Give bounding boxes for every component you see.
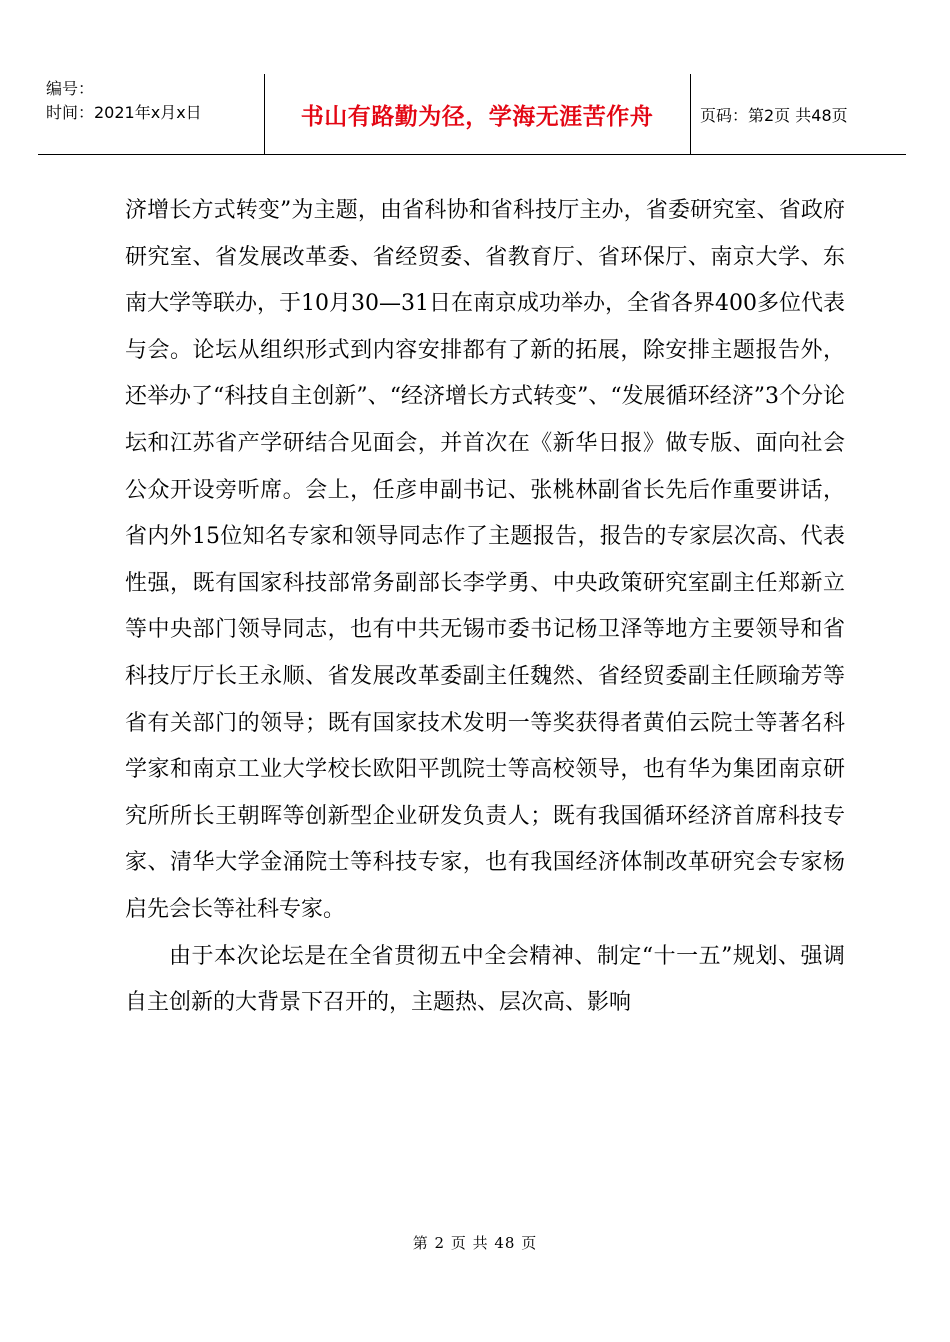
body-paragraph-2: 由于本次论坛是在全省贯彻五中全会精神、制定“十一五”规划、强调自主创新的大背景下召开的，主题热、层次高、影响 [125, 943, 845, 1016]
header-meta [38, 74, 265, 154]
body-paragraph-1: 济增长方式转变”为主题，由省科协和省科技厅主办，省委研究室、省政府研究室、省发展改革委、省经贸委、省教育厅、省环保厅、南京大学、东南大学等联办，于10月30—31日在南京成功举办，全省各界400多位代表与会。论坛从组织形式到内容安排都有了新的拓展，除安排主题报告外，还举办了“科技自主创新”、“经济增长方式转变”、“发展循环经济”3个分论坛和江苏省产学研结合见面会，并首次在《新华日报》做专版、面向社会公众开设旁听席。会上，任彦申副书记、张桃林副省长先后作重要讲话，省内外15位知名专家和领导同志作了主题报告，报告的专家层次高、代表性强，既有国家科技部常务副部长李学勇、中央政策研究室副主任郑新立等中央部门领导同志，也有中共无锡市委书记杨卫泽等地方主要领导和省科技厅厅长王永顺、省发展改革委副主任魏然、省经贸委副主任顾瑜芳等省有关部门的领导；既有国家技术发明一等奖获得者黄伯云院士等著名科学家和南京工业大学校长欧阳平凯院士等高校领导，也有华为集团南京研究所所长王朝晖等创新型企业研发负责人；既有我国循环经济首席科技专家、清华大学金涌院士等科技专家，也有我国经济体制改革研究会专家杨启先会长等社科专家。 [125, 198, 845, 922]
header-page-number: 页码：第2页 共48页 [700, 105, 848, 125]
page-header [38, 74, 906, 155]
document-time-label: 时间：2021年x月x日 [46, 103, 202, 122]
document-number-label: 编号： [46, 79, 95, 98]
page-footer: 第 2 页 共 48 页 [412, 1234, 538, 1252]
header-motto: 书山有路勤为径，学海无涯苦作舟 [264, 74, 691, 154]
document-body [125, 188, 845, 1027]
